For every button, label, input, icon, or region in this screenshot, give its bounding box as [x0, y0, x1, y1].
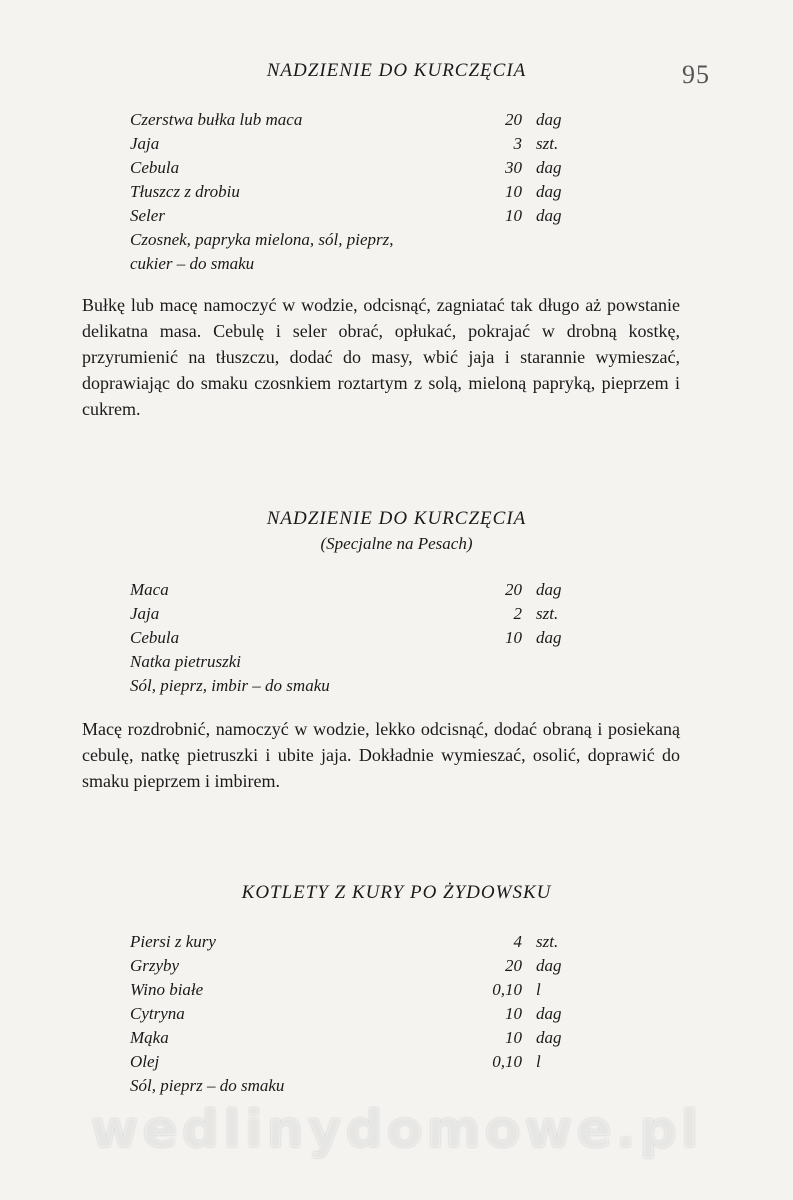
- ingredient-qty: 10: [505, 182, 522, 201]
- ingredient-row: [130, 1026, 590, 1050]
- ingredient-name: Natka pietruszki: [130, 652, 241, 671]
- ingredient-row: [130, 1050, 590, 1074]
- ingredient-qty: 10: [505, 1004, 522, 1023]
- ingredient-row: [130, 674, 590, 698]
- ingredient-name: Cytryna: [130, 1004, 185, 1023]
- ingredient-row: [130, 252, 590, 276]
- ingredient-row: [130, 578, 590, 602]
- ingredient-row: [130, 204, 590, 228]
- ingredient-unit: dag: [536, 628, 562, 647]
- ingredient-row: [130, 978, 590, 1002]
- ingredient-qty: 20: [505, 580, 522, 599]
- recipe-subtitle-2: (Specjalne na Pesach): [320, 534, 473, 553]
- ingredient-row: [130, 132, 590, 156]
- ingredient-qty: 0,10: [492, 1052, 522, 1071]
- ingredient-name: Piersi z kury: [130, 932, 216, 951]
- recipe-title-3: KOTLETY Z KURY PO ŻYDOWSKU: [241, 882, 552, 903]
- ingredient-row: [130, 650, 590, 674]
- ingredient-name: Wino białe: [130, 980, 204, 999]
- ingredient-name: Grzyby: [130, 956, 180, 975]
- ingredient-qty: 3: [513, 134, 522, 153]
- ingredient-row: [130, 156, 590, 180]
- ingredient-name: cukier – do smaku: [130, 254, 255, 273]
- ingredient-name: Czosnek, papryka mielona, sól, pieprz,: [130, 230, 394, 249]
- watermark-logo: wedlinydomowe.pl: [90, 1100, 703, 1160]
- ingredient-qty: 2: [513, 604, 522, 623]
- ingredient-unit: dag: [536, 110, 562, 129]
- ingredient-row: [130, 602, 590, 626]
- ingredient-name: Cebula: [130, 628, 180, 647]
- ingredient-row: [130, 180, 590, 204]
- ingredient-row: [130, 1074, 590, 1098]
- ingredient-unit: dag: [536, 158, 562, 177]
- recipe-title-2: NADZIENIE DO KURCZĘCIA: [266, 508, 527, 529]
- ingredient-unit: szt.: [536, 604, 559, 623]
- ingredient-row: [130, 108, 590, 132]
- recipe-instructions-1: Bułkę lub macę namoczyć w wodzie, odcisnąć, zagniatać tak długo aż powstanie delikatna masa. Cebulę i seler obrać, opłukać, pokrajać w drobną kostkę, przyrumienić na tłuszczu, dodać do masy, wbić jaja i starannie wymieszać, doprawiając do smaku czosnkiem roztartym z solą, mieloną papryką, pieprzem i cukrem.: [82, 295, 680, 419]
- ingredient-name: Jaja: [130, 134, 160, 153]
- ingredient-qty: 0,10: [492, 980, 522, 999]
- ingredient-unit: dag: [536, 206, 562, 225]
- ingredient-unit: dag: [536, 1004, 562, 1023]
- ingredient-unit: dag: [536, 580, 562, 599]
- ingredient-qty: 4: [513, 932, 522, 951]
- ingredient-row: [130, 930, 590, 954]
- ingredient-name: Seler: [130, 206, 165, 225]
- ingredient-qty: 10: [505, 628, 522, 647]
- ingredient-qty: 20: [505, 956, 522, 975]
- ingredient-name: Cebula: [130, 158, 180, 177]
- ingredient-row: [130, 228, 590, 252]
- ingredients-list-2: [130, 578, 590, 698]
- ingredient-unit: szt.: [536, 932, 559, 951]
- ingredient-unit: dag: [536, 956, 562, 975]
- ingredient-name: Jaja: [130, 604, 160, 623]
- ingredients-list-3: [130, 930, 590, 1098]
- ingredient-unit: l: [536, 1052, 541, 1071]
- ingredient-name: Sól, pieprz – do smaku: [130, 1076, 285, 1095]
- ingredient-qty: 10: [505, 1028, 522, 1047]
- ingredient-qty: 20: [505, 110, 522, 129]
- ingredients-list-1: [130, 108, 590, 276]
- ingredient-name: Czerstwa bułka lub maca: [130, 110, 303, 129]
- ingredient-row: [130, 954, 590, 978]
- ingredient-unit: dag: [536, 182, 562, 201]
- page-number: 95: [682, 60, 710, 89]
- ingredient-name: Maca: [130, 580, 169, 599]
- ingredient-unit: dag: [536, 1028, 562, 1047]
- ingredient-name: Tłuszcz z drobiu: [130, 182, 240, 201]
- ingredient-qty: 30: [505, 158, 522, 177]
- ingredient-qty: 10: [505, 206, 522, 225]
- recipe-instructions-2: Macę rozdrobnić, namoczyć w wodzie, lekko odcisnąć, dodać obraną i posiekaną cebulę, natkę pietruszki i ubite jaja. Dokładnie wymieszać, osolić, doprawić do smaku pieprzem i imbirem.: [82, 719, 680, 791]
- ingredient-name: Olej: [130, 1052, 160, 1071]
- ingredient-row: [130, 626, 590, 650]
- recipe-title-1: NADZIENIE DO KURCZĘCIA: [266, 60, 527, 81]
- ingredient-unit: szt.: [536, 134, 559, 153]
- ingredient-name: Mąka: [130, 1028, 169, 1047]
- ingredient-unit: l: [536, 980, 541, 999]
- ingredient-name: Sól, pieprz, imbir – do smaku: [130, 676, 330, 695]
- ingredient-row: [130, 1002, 590, 1026]
